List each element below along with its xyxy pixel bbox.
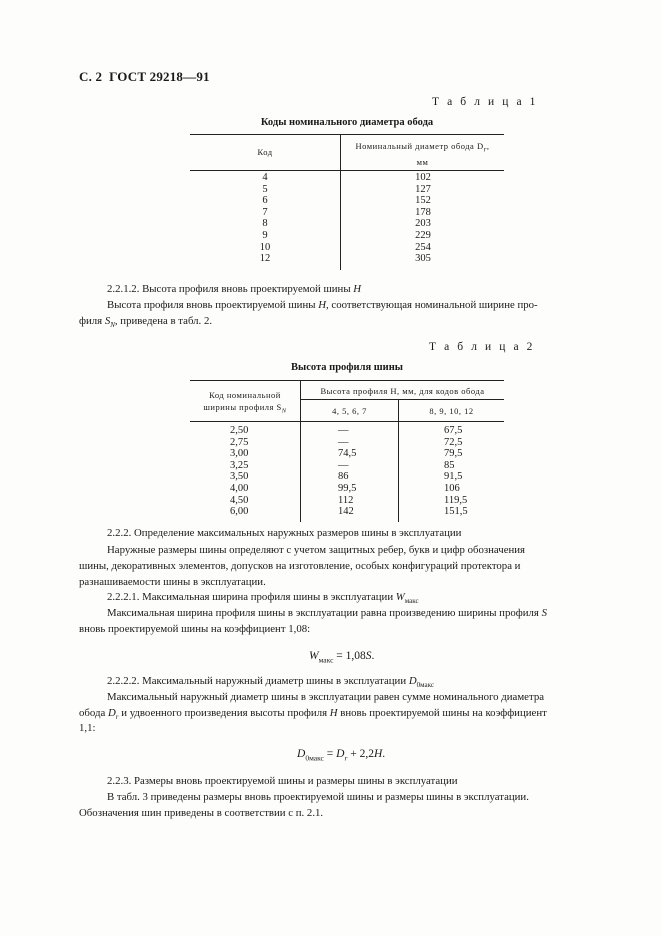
table-cell: 3,25: [230, 459, 249, 471]
table-cell: 5: [262, 183, 268, 195]
section-2-2-2-line2: шины, декоративных элементов, допусков на изготовление, особых конфигураций протектора и: [79, 560, 521, 572]
table-cell: 4,50: [230, 494, 249, 506]
table-cell: 305: [415, 253, 431, 265]
section-2-2-3-line1: В табл. 3 приведены размеры вновь проектируемой шины и размеры шины в эксплуатации.: [107, 791, 529, 803]
section-2-2-2-2-line2: обода $D_r$ и удвоенного произведения высоты профиля H вновь проектируемой шины на коэффициент: [79, 707, 547, 722]
formula-d-max: $D_{0макс} = D_r + 2,2H$.: [297, 748, 386, 763]
table-cell: 119,5: [444, 494, 468, 506]
section-2-2-2-line3: разнашиваемости шины в эксплуатации.: [79, 576, 266, 588]
table2-header-rule: [190, 421, 504, 422]
table-cell: 112: [338, 494, 354, 506]
table-cell: 72,5: [444, 436, 463, 448]
table-cell: 91,5: [444, 471, 463, 483]
table-cell: 74,5: [338, 448, 357, 460]
table-cell: 9: [262, 229, 268, 241]
table2-top-rule: [190, 380, 504, 381]
table-cell: 6: [262, 195, 268, 207]
table-cell: 127: [415, 183, 431, 195]
table-cell: 67,5: [444, 425, 463, 436]
table-cell: 229: [415, 229, 431, 241]
section-2-2-3-heading: 2.2.3. Размеры вновь проектируемой шины и размеры шины в эксплуатации: [107, 775, 458, 787]
table-cell: 3,00: [230, 448, 249, 460]
section-2-2-1-2-text-line2: филя $S_N$, приведена в табл. 2.: [79, 315, 213, 330]
table1-top-rule: [190, 134, 504, 135]
table-cell: 10: [259, 241, 271, 253]
table-cell: 2,75: [230, 436, 249, 448]
table-cell: 102: [415, 172, 431, 183]
table-cell: 2,50: [230, 425, 249, 436]
table-cell: 142: [338, 506, 354, 518]
table-cell: —: [338, 459, 349, 471]
table-cell: 12: [259, 253, 271, 265]
table1-header-rule: [190, 170, 504, 171]
formula-w-max: $W_{макс} = 1,08S$.: [309, 650, 375, 665]
table1-label: Т а б л и ц а 1: [432, 96, 539, 108]
table-cell: 99,5: [338, 482, 357, 494]
table-cell: 203: [415, 218, 431, 230]
table1-col-diameter-header: Номинальный диаметр обода $D_r$, мм: [355, 141, 490, 167]
table1-codes: [240, 172, 290, 265]
table1-col-code-header: Код: [257, 147, 273, 157]
table-cell: 6,00: [230, 506, 249, 518]
table-cell: 152: [415, 195, 431, 207]
table2-divider-2: [398, 399, 399, 522]
table-cell: 7: [262, 206, 268, 218]
section-2-2-2-1-line1: Максимальная ширина профиля шины в эксплуатации равна произведению ширины профиля S: [107, 607, 547, 619]
table-cell: 4,00: [230, 482, 249, 494]
table2-group-header: Высота профиля H, мм, для кодов обода: [320, 386, 485, 396]
section-2-2-3-line2: Обозначения шин приведены в соответствии с п. 2.1.: [79, 807, 324, 819]
page-number: С. 2: [79, 69, 103, 84]
table-cell: 106: [444, 482, 460, 494]
section-2-2-2-2-line3: 1,1:: [79, 722, 96, 734]
table-cell: 4: [262, 172, 268, 183]
table-cell: 254: [415, 241, 431, 253]
table1-caption: Коды номинального диаметра обода: [260, 117, 434, 128]
table-cell: 79,5: [444, 448, 463, 460]
table-cell: —: [338, 436, 349, 448]
table-cell: —: [338, 425, 349, 436]
table2-label: Т а б л и ц а 2: [429, 341, 536, 353]
section-2-2-2-heading: 2.2.2. Определение максимальных наружных размеров шины в эксплуатации: [107, 527, 462, 539]
section-2-2-2-line1: Наружные размеры шины определяют с учетом защитных ребер, букв и цифр обозначения: [107, 544, 526, 556]
table-cell: 3,50: [230, 471, 249, 483]
table2-caption: Высота профиля шины: [291, 362, 403, 373]
table-cell: 178: [415, 206, 431, 218]
table2-heights-2: [444, 425, 474, 518]
table-cell: 85: [444, 459, 455, 471]
page-header: [79, 69, 210, 85]
table2-heights-1: [338, 425, 368, 518]
table2-subheader-1: 4, 5, 6, 7: [332, 406, 367, 416]
section-2-2-2-2-line1: Максимальный наружный диаметр шины в эксплуатации равен сумме номинального диаметра: [107, 691, 545, 703]
table2-codes: [230, 425, 270, 518]
table1-diameters: [398, 172, 448, 265]
standard-title: ГОСТ 29218—91: [109, 69, 210, 84]
section-2-2-1-2-heading: 2.2.1.2. Высота профиля вновь проектируемой шины H: [107, 283, 362, 295]
table-cell: 8: [262, 218, 268, 230]
section-2-2-1-2-text-line1: Высота профиля вновь проектируемой шины H, соответствующая номинальной ширине про-: [107, 299, 538, 311]
section-2-2-2-1-line2: вновь проектируемой шины на коэффициент 1,08:: [79, 623, 311, 635]
table2-group-rule: [300, 399, 504, 400]
table2-col-code-header: Код номинальной ширины профиля $S_N$: [203, 390, 287, 415]
table2-divider-1: [300, 380, 301, 522]
table-cell: 86: [338, 471, 349, 483]
section-2-2-2-2-heading: 2.2.2.2. Максимальный наружный диаметр шины в эксплуатации $D_{0макс}$: [107, 675, 434, 690]
section-2-2-2-1-heading: 2.2.2.1. Максимальная ширина профиля шины в эксплуатации $W_{макс}$: [107, 591, 419, 606]
table2-subheader-2: 8, 9, 10, 12: [429, 406, 474, 416]
table-cell: 151,5: [444, 506, 468, 518]
